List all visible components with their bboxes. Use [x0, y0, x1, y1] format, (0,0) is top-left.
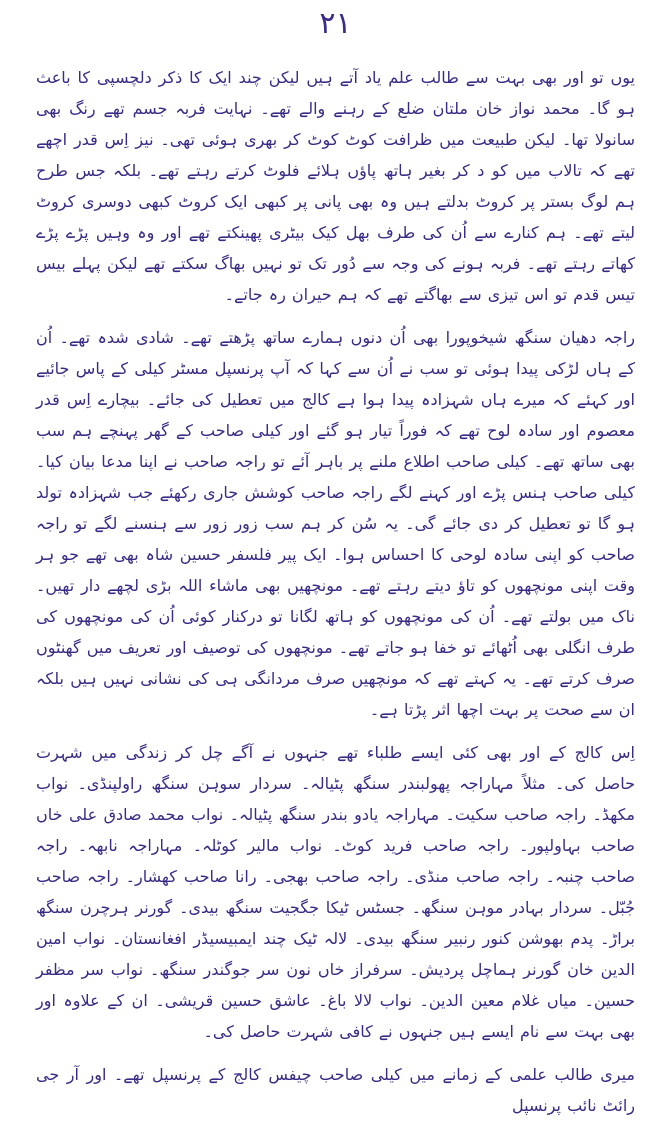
paragraph-4: میری طالب علمی کے زمانے میں کیلی صاحب چیفس کالج کے پرنسپل تھے۔ اور آر جی رائٹ نائب پرنسپل: [36, 1065, 635, 1115]
paragraph-1: یوں تو اور بھی بہت سے طالب علم یاد آتے ہیں لیکن چند ایک کا ذکر دلچسپی کا باعث ہو گا۔ محمد نواز خان ملتان ضلع کے رہنے والے تھے۔ نہایت فربہ جسم تھے رنگ بھی سانولا تھا۔ لیکن طبیعت میں ظرافت کوٹ کوٹ کر بھری ہوئی تھی۔ نیز اِس قدر اچھے تھے کہ تالاب میں کو د کر بغیر ہاتھ پاؤں ہلائے فلوٹ کرتے رہتے تھے۔ بلکہ جس طرح ہم لوگ بستر پر کروٹ بدلتے ہیں وہ بھی پانی پر کبھی ایک کروٹ کبھی دوسری کروٹ لیتے تھے۔ ہم کنارے سے اُن کی طرف بھل کیک بیٹری پھینکتے تھے اور وہ وہیں پڑے پڑے کھاتے رہتے تھے۔ فربہ ہونے کی وجہ سے دُور تک تو نہیں بھاگ سکتے تھے لیکن پہلے بیس تیس قدم تو اس تیزی سے بھاگتے تھے کہ ہم حیران رہ جاتے۔: [36, 68, 635, 304]
paragraph-3: اِس کالج کے اور بھی کئی ایسے طلباء تھے جنہوں نے آگے چل کر زندگی میں شہرت حاصل کی۔ مثلاً مہاراجہ پھولبندر سنگھ پٹیالہ۔ سردار سوہن سنگھ راولپنڈی۔ نواب مکھڈ۔ راجہ صاحب سکیت۔ مہاراجہ یادو بندر سنگھ پٹیالہ۔ نواب محمد صادق علی خاں صاحب بہاولپور۔ راجہ صاحب فرید کوٹ۔ نواب مالیر کوٹلہ۔ مہاراجہ نابھہ۔ راجہ صاحب چنبہ۔ راجہ صاحب منڈی۔ راجہ صاحب بھجی۔ رانا صاحب کھشار۔ راجہ صاحب جُبّل۔ سردار بہادر موہن سنگھ۔ جسٹس ٹیکا جگجیت سنگھ بیدی۔ گورنر ہرچرن سنگھ براڑ۔ پدم بھوشن کنور رنبیر سنگھ بیدی۔ لالہ ٹیک چند ایمبیسیڈر افغانستان۔ نواب امین الدین خان گورنر ہماچل پردیش۔ سرفراز خاں نون سر جوگندر سنگھ۔ نواب سر مظفر حسین۔ میاں غلام معین الدین۔ نواب لالا باغ۔ عاشق حسین قریشی۔ ان کے علاوہ اور بھی بہت سے نام ایسے ہیں جنہوں نے کافی شہرت حاصل کی۔: [36, 743, 635, 1041]
page-number: ۲۱: [319, 6, 352, 41]
paragraph-2: راجہ دھیان سنگھ شیخوپورا بھی اُن دنوں ہمارے ساتھ پڑھتے تھے۔ شادی شدہ تھے۔ اُن کے ہاں لڑکی پیدا ہوئی تو سب نے اُن سے کہا کہ آپ پرنسپل مسٹر کیلی کے پاس جائیے اور کہئے کہ میرے ہاں شہزادہ پیدا ہوا ہے کالج میں تعطیل کی جائے۔ بیچارے اِس قدر معصوم اور سادہ لوح تھے کہ فوراً تیار ہو گئے اور کیلی صاحب کے گھر پہنچے ہم سب بھی ساتھ تھے۔ کیلی صاحب اطلاع ملنے پر باہر آئے تو راجہ صاحب نے اپنا مدعا بیان کیا۔ کیلی صاحب ہنس پڑے اور کہنے لگے راجہ صاحب کوشش جاری رکھئے جب شہزادہ تولد ہو گا تو تعطیل کر دی جائے گی۔ یہ سُن کر ہم سب زور زور سے ہنسنے لگے تو راجہ صاحب کو اپنی سادہ لوحی کا احساس ہوا۔ ایک پیر فلسفر حسین شاہ بھی تھے جو ہر وقت اپنی مونچھوں کو تاؤ دیتے رہتے تھے۔ مونچھیں بھی ماشاء اللہ بڑی لچھے دار تھیں۔ ناک میں بولتے تھے۔ اُن کی مونچھوں کو ہاتھ لگانا تو درکنار کوئی اُن کی مونچھوں کی طرف انگلی بھی اُٹھائے تو خفا ہو جاتے تھے۔ مونچھوں کی توصیف اور تعریف میں گھنٹوں صرف کرتے تھے۔ یہ کہتے تھے کہ مونچھیں صرف مردانگی ہی کی نشانی نہیں ہیں بلکہ ان سے صحت پر بہت اچھا اثر پڑتا ہے۔: [36, 328, 635, 719]
